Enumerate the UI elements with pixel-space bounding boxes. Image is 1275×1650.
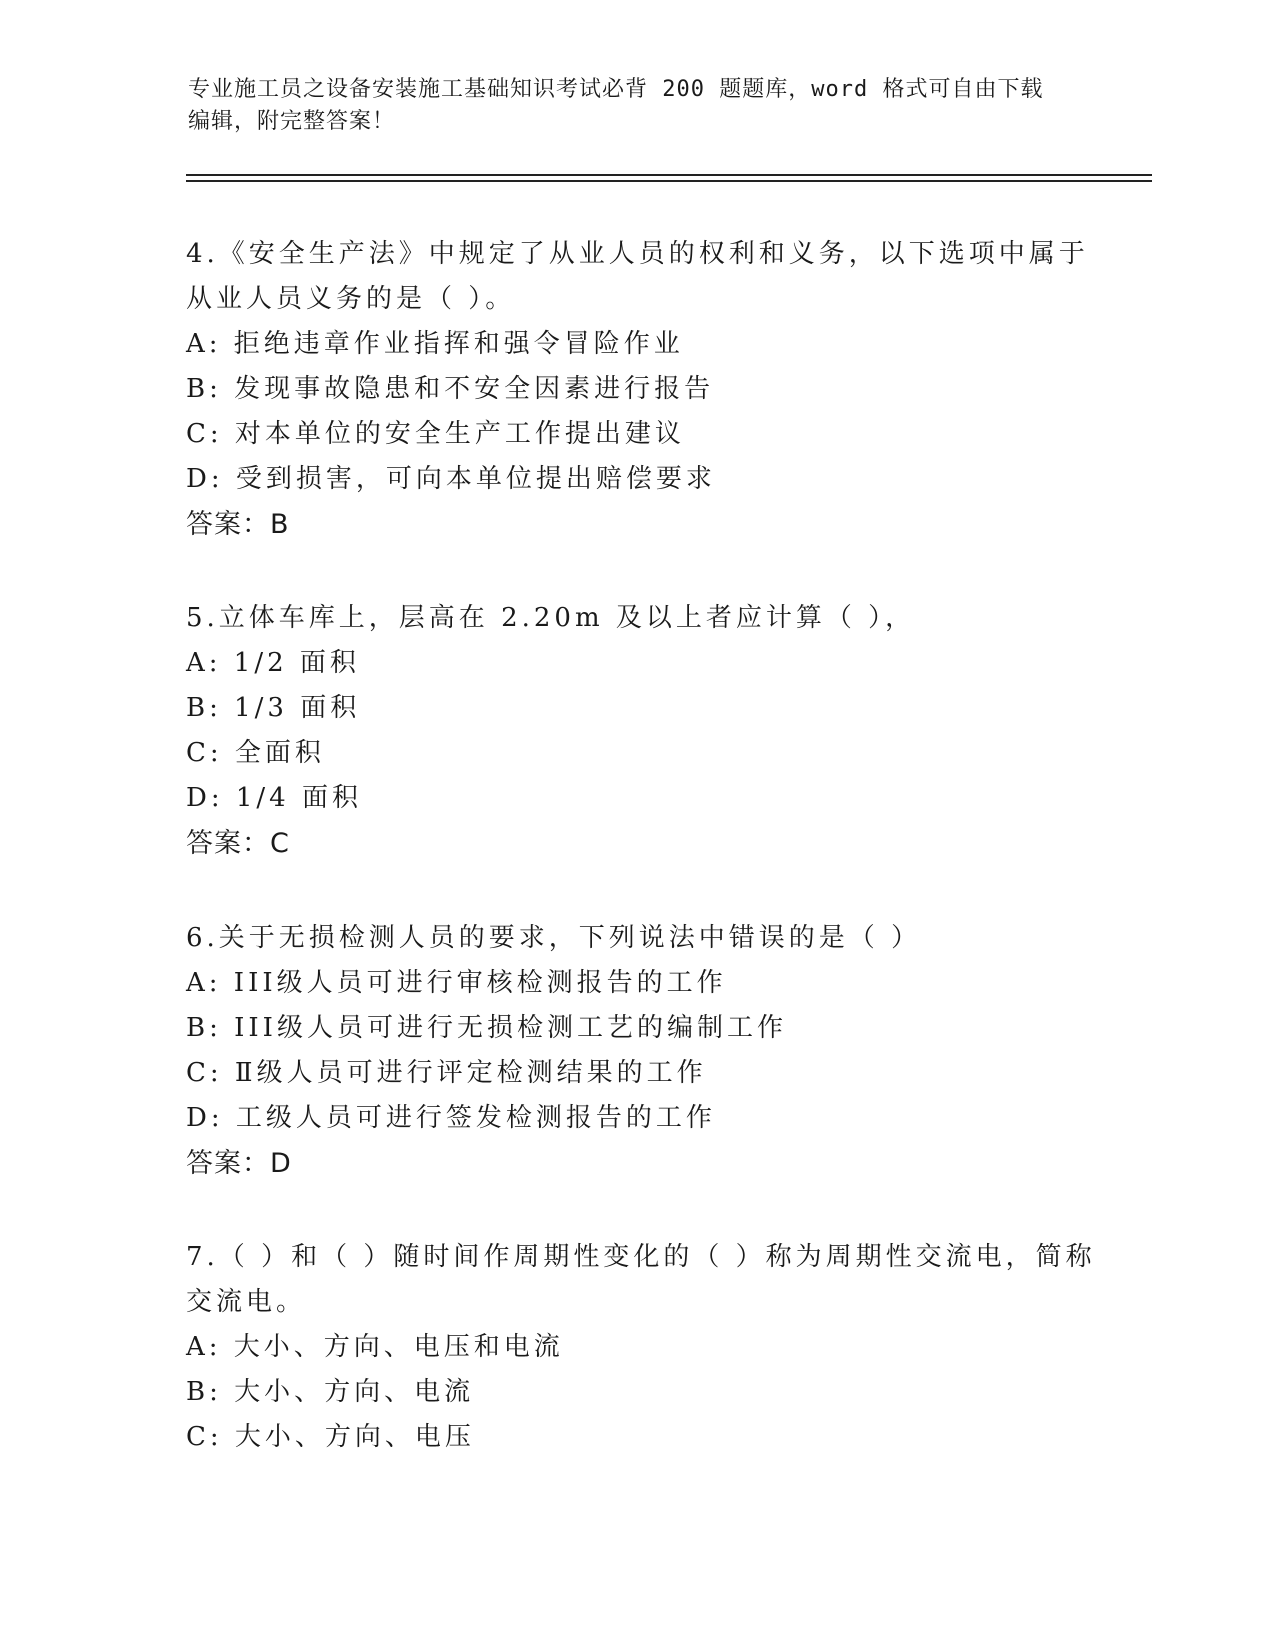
- option-d: D: 1/4 面积: [186, 783, 362, 813]
- question-stem: 7.（ ）和（ ）随时间作周期性变化的（ ）称为周期性交流电，简称: [186, 1242, 1096, 1272]
- option-a: A: 大小、方向、电压和电流: [186, 1332, 564, 1362]
- question-stem: 交流电。: [186, 1287, 307, 1317]
- option-a: A: 拒绝违章作业指挥和强令冒险作业: [186, 329, 684, 359]
- option-d: D: 工级人员可进行签发检测报告的工作: [186, 1103, 716, 1133]
- header-line-1: 专业施工员之设备安装施工基础知识考试必背 200 题题库，word 格式可自由下载: [188, 77, 1044, 102]
- question-stem: 5.立体车库上，层高在 2.20m 及以上者应计算（ ），: [186, 603, 916, 633]
- header-divider-bottom: [186, 180, 1152, 182]
- answer-line: 答案：C: [186, 828, 290, 859]
- question-stem: 6.关于无损检测人员的要求，下列说法中错误的是（ ）: [186, 923, 922, 953]
- answer-line: 答案：B: [186, 509, 290, 540]
- option-b: B: 1/3 面积: [186, 693, 361, 723]
- option-b: B: 大小、方向、电流: [186, 1377, 475, 1407]
- option-c: C: 对本单位的安全生产工作提出建议: [186, 419, 685, 449]
- header-line-2: 编辑，附完整答案！: [188, 109, 396, 134]
- question-stem: 4.《安全生产法》中规定了从业人员的权利和义务，以下选项中属于: [186, 239, 1089, 269]
- option-c: C: 大小、方向、电压: [186, 1422, 475, 1452]
- header-divider-top: [186, 174, 1152, 176]
- option-c: C: 全面积: [186, 738, 325, 768]
- option-b: B: III级人员可进行无损检测工艺的编制工作: [186, 1013, 787, 1043]
- option-b: B: 发现事故隐患和不安全因素进行报告: [186, 374, 715, 404]
- option-a: A: III级人员可进行审核检测报告的工作: [186, 968, 727, 998]
- option-c: C: Ⅱ级人员可进行评定检测结果的工作: [186, 1058, 707, 1088]
- answer-line: 答案：D: [186, 1148, 292, 1179]
- question-7: [186, 1235, 1096, 1460]
- question-stem: 从业人员义务的是（ ）。: [186, 284, 516, 314]
- option-d: D: 受到损害，可向本单位提出赔偿要求: [186, 464, 716, 494]
- option-a: A: 1/2 面积: [186, 648, 360, 678]
- question-4: [186, 232, 1089, 547]
- document-header: [188, 74, 1088, 138]
- question-6: [186, 916, 1086, 1186]
- question-5: [186, 596, 1086, 866]
